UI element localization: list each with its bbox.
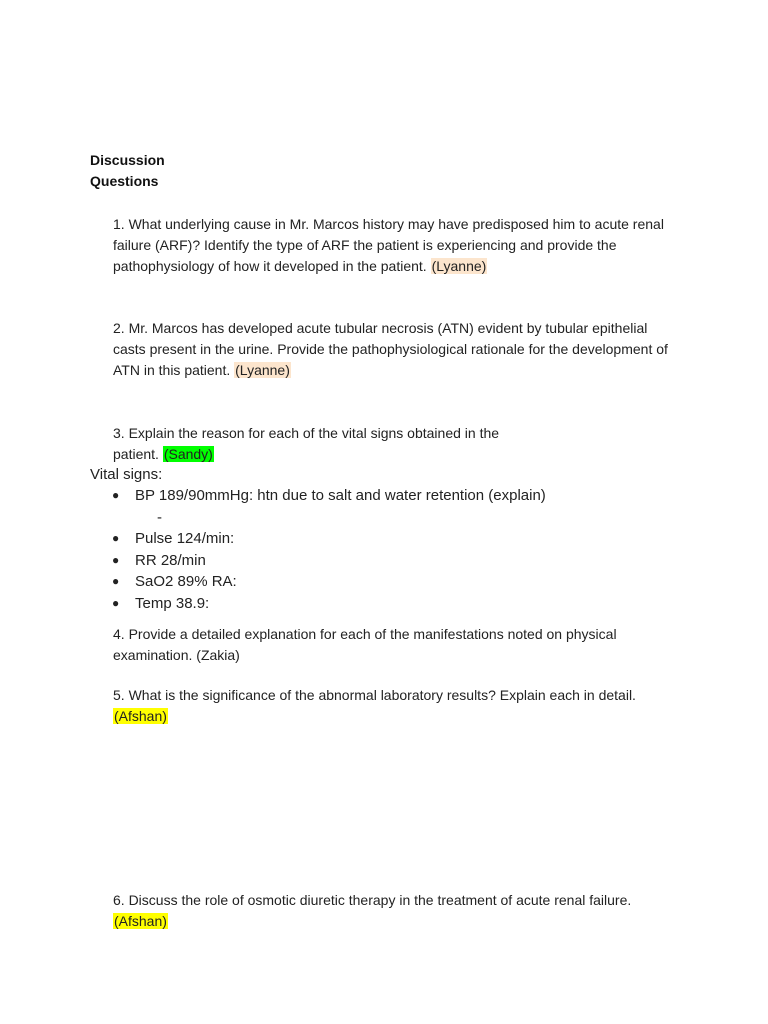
question-1	[113, 214, 673, 277]
question-6	[113, 890, 673, 932]
vital-rr: RR 28/min	[135, 551, 206, 569]
question-5-assignee: (Afshan)	[114, 708, 167, 724]
list-item	[110, 571, 546, 593]
question-5-text: 5. What is the significance of the abnormal laboratory results? Explain each in detail.	[113, 687, 636, 703]
question-3	[113, 423, 543, 465]
list-item	[110, 550, 546, 572]
list-item	[110, 485, 546, 507]
question-2-assignee: (Lyanne)	[235, 362, 290, 378]
bullet-icon: ●	[112, 595, 120, 610]
sub-dash: -	[157, 508, 162, 526]
bullet-icon: ●	[112, 574, 120, 588]
question-4-assignee: (Zakia)	[196, 647, 240, 663]
title-line-1: Discussion	[90, 152, 165, 168]
bullet-icon: ●	[112, 531, 120, 545]
vital-pulse: Pulse 124/min:	[135, 530, 235, 547]
vital-sao2: SaO2 89% RA:	[135, 573, 237, 590]
vital-temp: Temp 38.9:	[135, 594, 210, 612]
question-5	[113, 685, 673, 727]
list-item	[110, 528, 546, 550]
page-title	[90, 150, 165, 192]
list-item-sub	[110, 507, 546, 529]
question-1-assignee: (Lyanne)	[431, 258, 487, 274]
title-line-2: Questions	[90, 173, 159, 189]
bullet-icon: ●	[112, 488, 120, 502]
question-6-text: 6. Discuss the role of osmotic diuretic therapy in the treatment of acute renal failure.	[113, 892, 632, 908]
question-4	[113, 624, 673, 666]
question-6-assignee: (Afshan)	[114, 913, 167, 929]
question-3-text: 3. Explain the reason for each of the vital signs obtained in the patient.	[113, 425, 500, 462]
question-2	[113, 318, 673, 381]
vital-signs-list	[110, 485, 546, 614]
question-3-assignee: (Sandy)	[163, 446, 213, 462]
bullet-icon: ●	[112, 552, 120, 567]
question-2-text: 2. Mr. Marcos has developed acute tubular necrosis (ATN) evident by tubular epithelial casts present in the urine. Provide the pathophysiological rationale for the development of ATN in this patient.	[113, 320, 668, 378]
vital-signs-label: Vital signs:	[90, 466, 163, 483]
question-4-text: 4. Provide a detailed explanation for each of the manifestations noted on physical examination.	[113, 626, 617, 663]
list-item	[110, 593, 546, 615]
question-1-text: 1. What underlying cause in Mr. Marcos history may have predisposed him to acute renal failure (ARF)? Identify the type of ARF the patient is experiencing and provide the pathophysiology of how it developed in the patient.	[113, 216, 664, 274]
vital-bp: BP 189/90mmHg: htn due to salt and water retention (explain)	[135, 487, 546, 504]
